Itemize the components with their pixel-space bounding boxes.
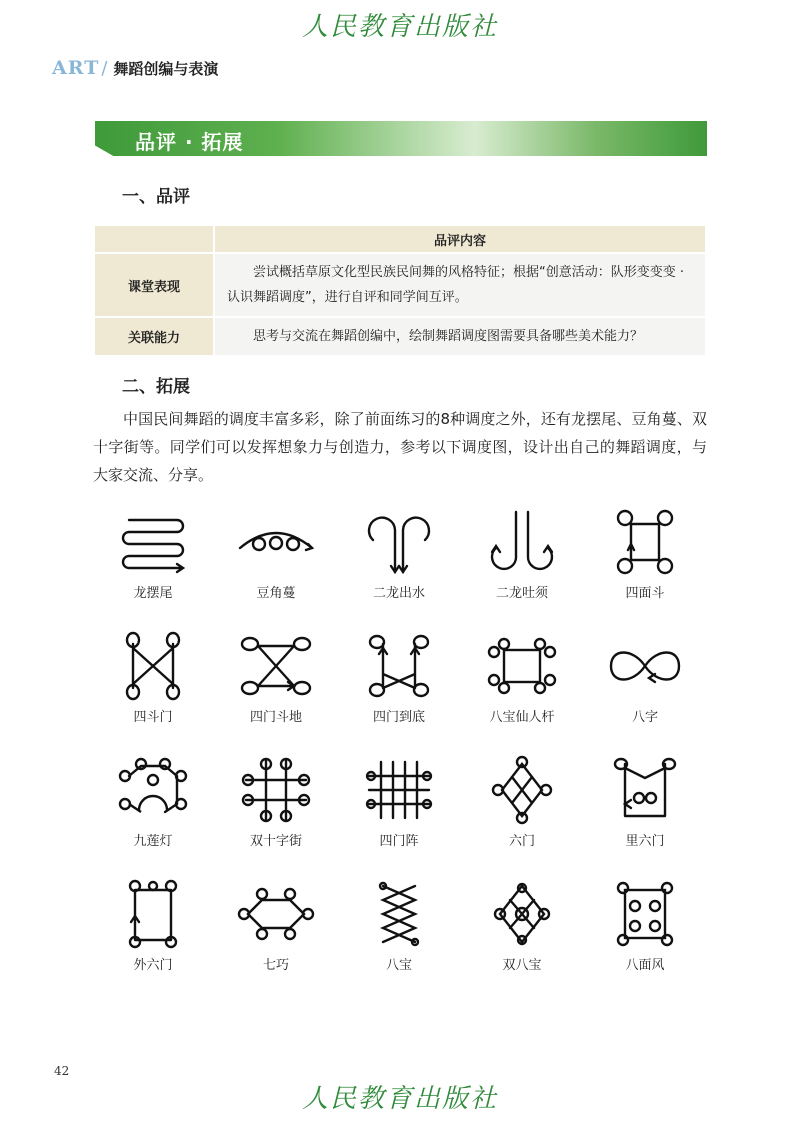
row-text: 思考与交流在舞蹈创编中，绘制舞蹈调度图需要具备哪些美术能力？ (214, 317, 706, 356)
shuang-shi-zi-jie-icon (234, 754, 318, 826)
er-long-tu-xu-icon (480, 506, 564, 578)
section-heading-review: 一、品评 (122, 187, 190, 207)
diagram-caption: 里六门 (625, 834, 665, 849)
diagram-caption: 八宝 (385, 958, 412, 973)
diagram-caption: 六门 (508, 834, 535, 849)
diagram-cell (462, 754, 582, 864)
diagram-caption: 四门斗地 (249, 710, 302, 725)
si-men-dou-di-icon (234, 630, 318, 702)
diagram-cell (216, 754, 336, 864)
diagram-caption: 二龙吐须 (495, 586, 548, 601)
diagram-caption: 二龙出水 (372, 586, 425, 601)
diagram-cell (93, 630, 213, 740)
ba-zi-icon (603, 630, 687, 702)
diagram-caption: 外六门 (133, 958, 173, 973)
table-row (94, 253, 706, 317)
diagram-cell (585, 506, 705, 616)
review-table (93, 224, 707, 357)
si-men-dao-di-icon (357, 630, 441, 702)
diagram-caption: 四门阵 (379, 834, 419, 849)
diagram-cell (216, 630, 336, 740)
diagram-cell (339, 878, 459, 988)
diagram-caption: 豆角蔓 (256, 586, 296, 601)
diagram-caption: 双八宝 (502, 958, 542, 973)
diagram-cell (93, 878, 213, 988)
si-dou-men-icon (111, 630, 195, 702)
diagram-cell (462, 506, 582, 616)
diagram-cell (93, 506, 213, 616)
table-corner-cell (94, 225, 214, 253)
diagram-cell (462, 630, 582, 740)
diagram-cell (339, 754, 459, 864)
row-label: 关联能力 (94, 317, 214, 356)
ba-mian-feng-icon (603, 878, 687, 950)
diagram-caption: 八面风 (625, 958, 665, 973)
ba-bao-xian-ren-gan-icon (480, 630, 564, 702)
running-head-art: ART (52, 57, 100, 79)
table-row (94, 317, 706, 356)
running-head-book-title: 舞蹈创编与表演 (113, 60, 219, 78)
diagram-cell (585, 878, 705, 988)
si-men-zhen-icon (357, 754, 441, 826)
wai-liu-men-icon (111, 878, 195, 950)
si-mian-dou-icon (603, 506, 687, 578)
diagram-caption: 八字 (631, 710, 658, 725)
diagram-cell (462, 878, 582, 988)
diagram-caption: 四斗门 (133, 710, 173, 725)
diagram-caption: 双十字街 (249, 834, 302, 849)
qi-qiao-icon (234, 878, 318, 950)
diagram-caption: 四门到底 (372, 710, 425, 725)
diagram-caption: 八宝仙人杆 (489, 710, 555, 725)
long-bai-wei-icon (111, 506, 195, 578)
diagram-caption: 七巧 (262, 958, 289, 973)
section-heading-extension: 二、拓展 (122, 377, 190, 397)
diagram-cell (339, 506, 459, 616)
diagram-cell (339, 630, 459, 740)
ba-bao-icon (357, 878, 441, 950)
diagram-cell (216, 506, 336, 616)
diagram-cell (216, 878, 336, 988)
publisher-logo-bottom: 人民教育出版社 (301, 1084, 498, 1114)
running-head (52, 57, 218, 79)
diagram-cell (585, 630, 705, 740)
shuang-ba-bao-icon (480, 878, 564, 950)
diagram-caption: 龙摆尾 (133, 586, 173, 601)
liu-men-icon (480, 754, 564, 826)
diagram-cell (585, 754, 705, 864)
dou-jiao-man-icon (234, 506, 318, 578)
page-number: 42 (54, 1064, 70, 1078)
diagram-cell (93, 754, 213, 864)
row-label: 课堂表现 (94, 253, 214, 317)
diagram-caption: 九莲灯 (133, 834, 173, 849)
diagram-caption: 四面斗 (625, 586, 665, 601)
row-text: 尝试概括草原文化型民族民间舞的风格特征；根据“创意活动：队形变变变 · 认识舞蹈调度”，进行自评和同学间互评。 (214, 253, 706, 317)
body-paragraph: 中国民间舞蹈的调度丰富多彩，除了前面练习的8种调度之外，还有龙摆尾、豆角蔓、双十字街等。同学们可以发挥想象力与创造力，参考以下调度图，设计出自己的舞蹈调度，与大家交流、分享。 (93, 410, 707, 484)
running-head-slash: / (101, 58, 108, 79)
formation-diagram-grid (93, 506, 707, 986)
li-liu-men-icon (603, 754, 687, 826)
er-long-chu-shui-icon (357, 506, 441, 578)
banner-title: 品评 · 拓展 (135, 130, 244, 154)
publisher-logo-top: 人民教育出版社 (301, 12, 498, 42)
table-header: 品评内容 (214, 225, 706, 253)
jiu-lian-deng-icon (111, 754, 195, 826)
